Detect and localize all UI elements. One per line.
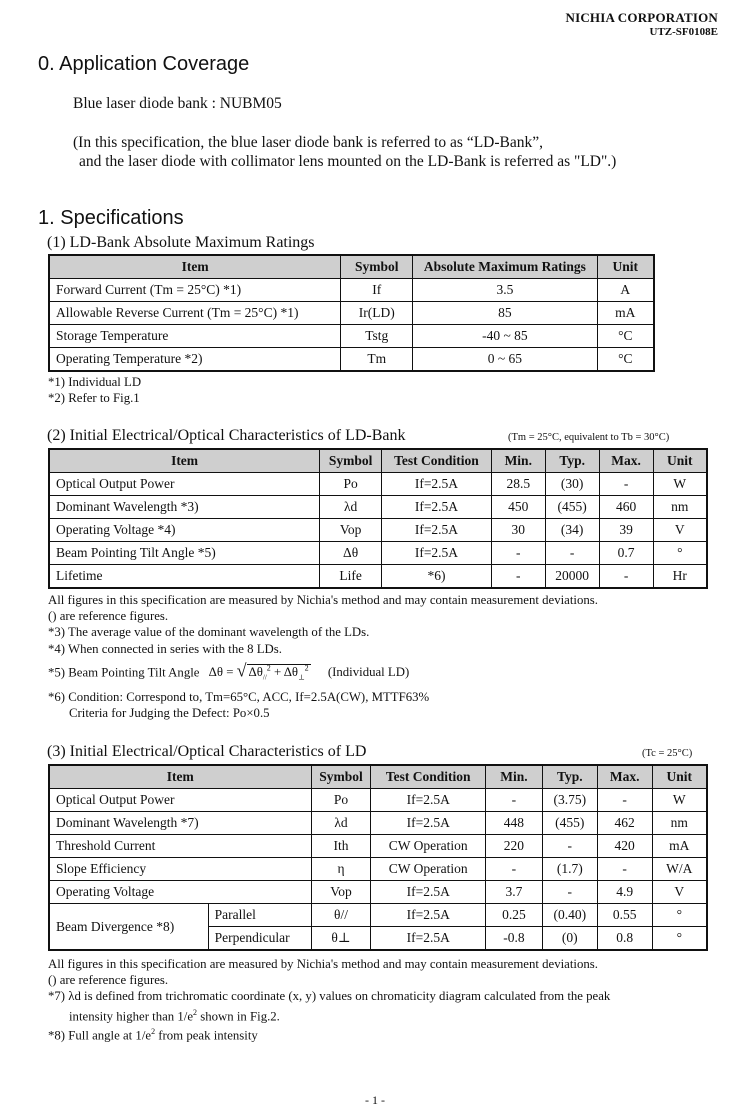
col-header: Item	[49, 449, 320, 473]
table-1-notes	[48, 374, 141, 406]
table-3-notes	[48, 956, 610, 1044]
table-row	[49, 904, 707, 927]
section-1-heading: 1. Specifications	[38, 207, 184, 229]
table-row	[49, 565, 707, 589]
table-row	[49, 835, 707, 858]
cell-max: 0.7	[599, 542, 653, 565]
col-header: Max.	[597, 765, 652, 789]
col-header: Item	[49, 255, 341, 279]
cell-condition: If=2.5A	[382, 473, 492, 496]
ld-bank-characteristics-table	[48, 448, 708, 589]
cell-symbol: If	[341, 279, 413, 302]
cell-typ: (34)	[545, 519, 599, 542]
table-row	[49, 496, 707, 519]
footnote: () are reference figures.	[48, 973, 169, 988]
table-3-condition: (Tc = 25°C)	[642, 748, 693, 759]
table-1-title: (1) LD-Bank Absolute Maximum Ratings	[47, 234, 315, 251]
cell-value: 85	[413, 302, 597, 325]
cell-min: 28.5	[491, 473, 545, 496]
footnote: *8) Full angle at $1/e^2$ from peak intensity	[48, 1027, 258, 1043]
footnote: () are reference figures.	[48, 609, 169, 624]
cell-item: Operating Temperature *2)	[49, 348, 341, 372]
footnote: All figures in this specification are measured by Nichia's method and may contain measurement deviations.	[48, 957, 598, 971]
formula-tail: (Individual LD)	[327, 665, 410, 680]
table-row	[49, 348, 654, 372]
cell-item: Optical Output Power	[49, 789, 311, 812]
cell-unit: °C	[597, 325, 654, 348]
col-header: Symbol	[341, 255, 413, 279]
cell-typ: (455)	[545, 496, 599, 519]
cell-typ: (0.40)	[542, 904, 597, 927]
cell-unit: °	[652, 927, 707, 951]
footnote: *1) Individual LD	[48, 375, 142, 389]
col-header: Symbol	[311, 765, 371, 789]
table-2-condition: (Tm = 25°C, equivalent to Tb = 30°C)	[508, 432, 670, 443]
cell-item: Operating Voltage *4)	[49, 519, 320, 542]
footnote: *2) Refer to Fig.1	[48, 391, 140, 406]
cell-unit: A	[597, 279, 654, 302]
footnote: intensity higher than $1/e^2$ shown in Fig.2.	[69, 1007, 280, 1023]
cell-min: 0.25	[486, 904, 543, 927]
cell-symbol: Po	[311, 789, 371, 812]
cell-symbol: Ith	[311, 835, 371, 858]
formula-lhs: Δθ =	[208, 665, 234, 680]
cell-symbol: θ⊥	[311, 927, 371, 951]
cell-typ: (30)	[545, 473, 599, 496]
cell-max: 0.8	[597, 927, 652, 951]
col-header: Absolute Maximum Ratings	[413, 255, 597, 279]
cell-min: -0.8	[486, 927, 543, 951]
cell-symbol: Po	[320, 473, 382, 496]
cell-typ: -	[545, 542, 599, 565]
product-line: Blue laser diode bank : NUBM05	[73, 95, 282, 112]
cell-unit: °C	[597, 348, 654, 372]
col-header: Item	[49, 765, 311, 789]
table-row	[49, 473, 707, 496]
page-number: - 1 -	[365, 1093, 385, 1107]
document-code: UTZ-SF0108E	[649, 26, 718, 38]
cell-subitem: Parallel	[208, 904, 311, 927]
cell-max: -	[597, 858, 652, 881]
col-header: Symbol	[320, 449, 382, 473]
col-header: Max.	[599, 449, 653, 473]
cell-symbol: Vop	[320, 519, 382, 542]
table-3-title: (3) Initial Electrical/Optical Characteristics of LD	[47, 743, 367, 760]
cell-max: 39	[599, 519, 653, 542]
cell-condition: If=2.5A	[382, 496, 492, 519]
col-header: Typ.	[542, 765, 597, 789]
cell-value: -40 ~ 85	[413, 325, 597, 348]
cell-item: Slope Efficiency	[49, 858, 311, 881]
footnote-label: *5) Beam Pointing Tilt Angle	[48, 665, 200, 680]
footnote: *4) When connected in series with the 8 LDs.	[48, 641, 282, 656]
table-row	[49, 279, 654, 302]
cell-symbol: λd	[320, 496, 382, 519]
cell-min: 30	[491, 519, 545, 542]
col-header: Typ.	[545, 449, 599, 473]
cell-condition: If=2.5A	[371, 789, 486, 812]
cell-unit: mA	[652, 835, 707, 858]
absolute-max-ratings-table	[48, 254, 655, 372]
cell-typ: 20000	[545, 565, 599, 589]
cell-unit: W	[653, 473, 707, 496]
cell-max: 420	[597, 835, 652, 858]
cell-typ: (455)	[542, 812, 597, 835]
cell-unit: Hr	[653, 565, 707, 589]
table-row	[49, 881, 707, 904]
cell-unit: mA	[597, 302, 654, 325]
cell-symbol: Life	[320, 565, 382, 589]
cell-min: -	[486, 789, 543, 812]
cell-typ: (0)	[542, 927, 597, 951]
footnote: Criteria for Judging the Defect: Po×0.5	[69, 706, 270, 721]
col-header: Min.	[491, 449, 545, 473]
cell-condition: If=2.5A	[371, 927, 486, 951]
cell-value: 0 ~ 65	[413, 348, 597, 372]
coverage-note-1: (In this specification, the blue laser diode bank is referred to as “LD-Bank”,	[73, 134, 543, 151]
cell-max: -	[599, 473, 653, 496]
cell-unit: °	[652, 904, 707, 927]
cell-subitem: Perpendicular	[208, 927, 311, 951]
cell-value: 3.5	[413, 279, 597, 302]
table-2-title: (2) Initial Electrical/Optical Characteristics of LD-Bank	[47, 427, 406, 444]
cell-max: -	[599, 565, 653, 589]
cell-symbol: Ir(LD)	[341, 302, 413, 325]
cell-min: 3.7	[486, 881, 543, 904]
section-0-heading: 0. Application Coverage	[38, 53, 250, 75]
cell-max: -	[597, 789, 652, 812]
col-header: Unit	[597, 255, 654, 279]
table-row	[49, 858, 707, 881]
cell-typ: -	[542, 881, 597, 904]
col-header: Min.	[486, 765, 543, 789]
cell-symbol: Tstg	[341, 325, 413, 348]
table-row	[49, 542, 707, 565]
cell-condition: CW Operation	[371, 858, 486, 881]
cell-item: Lifetime	[49, 565, 320, 589]
cell-symbol: η	[311, 858, 371, 881]
col-header: Unit	[652, 765, 707, 789]
cell-min: 448	[486, 812, 543, 835]
cell-symbol: Δθ	[320, 542, 382, 565]
cell-symbol: Tm	[341, 348, 413, 372]
cell-min: 220	[486, 835, 543, 858]
tilt-angle-formula	[48, 657, 598, 689]
cell-condition: If=2.5A	[382, 542, 492, 565]
cell-condition: *6)	[382, 565, 492, 589]
cell-item: Dominant Wavelength *7)	[49, 812, 311, 835]
footnote: *7) λd is defined from trichromatic coordinate (x, y) values on chromaticity diagram calculated from the peak	[48, 989, 611, 1004]
cell-min: -	[486, 858, 543, 881]
cell-unit: W	[652, 789, 707, 812]
table-header-row	[49, 255, 654, 279]
cell-item: Dominant Wavelength *3)	[49, 496, 320, 519]
cell-max: 462	[597, 812, 652, 835]
cell-unit: V	[653, 519, 707, 542]
cell-item: Storage Temperature	[49, 325, 341, 348]
sqrt-icon: √	[236, 660, 247, 681]
cell-unit: °	[653, 542, 707, 565]
cell-min: -	[491, 565, 545, 589]
cell-typ: (1.7)	[542, 858, 597, 881]
cell-min: -	[491, 542, 545, 565]
cell-item: Beam Divergence *8)	[49, 904, 208, 951]
cell-unit: nm	[652, 812, 707, 835]
coverage-note-2: and the laser diode with collimator lens mounted on the LD-Bank is referred as "LD".)	[79, 153, 617, 170]
cell-typ: (3.75)	[542, 789, 597, 812]
table-row	[49, 302, 654, 325]
document-header	[565, 10, 718, 38]
footnote: All figures in this specification are measured by Nichia's method and may contain measurement deviations.	[48, 593, 598, 607]
formula-radicand: $\Delta\theta_{//}^2 + \Delta\theta_\perp^2$	[248, 663, 309, 682]
col-header: Test Condition	[382, 449, 492, 473]
cell-condition: If=2.5A	[382, 519, 492, 542]
ld-characteristics-table	[48, 764, 708, 951]
table-row	[49, 812, 707, 835]
cell-unit: W/A	[652, 858, 707, 881]
cell-condition: CW Operation	[371, 835, 486, 858]
cell-max: 0.55	[597, 904, 652, 927]
cell-condition: If=2.5A	[371, 881, 486, 904]
cell-item: Optical Output Power	[49, 473, 320, 496]
table-header-row	[49, 449, 707, 473]
cell-item: Operating Voltage	[49, 881, 311, 904]
footnote: *3) The average value of the dominant wavelength of the LDs.	[48, 625, 370, 640]
cell-condition: If=2.5A	[371, 812, 486, 835]
cell-unit: V	[652, 881, 707, 904]
cell-max: 4.9	[597, 881, 652, 904]
table-row	[49, 519, 707, 542]
cell-symbol: λd	[311, 812, 371, 835]
table-2-notes	[48, 592, 598, 721]
table-row	[49, 789, 707, 812]
cell-symbol: Vop	[311, 881, 371, 904]
footnote: *6) Condition: Correspond to, Tm=65°C, ACC, If=2.5A(CW), MTTF63%	[48, 689, 430, 704]
cell-min: 450	[491, 496, 545, 519]
col-header: Test Condition	[371, 765, 486, 789]
cell-item: Allowable Reverse Current (Tm = 25°C) *1)	[49, 302, 341, 325]
cell-condition: If=2.5A	[371, 904, 486, 927]
cell-unit: nm	[653, 496, 707, 519]
cell-max: 460	[599, 496, 653, 519]
table-header-row	[49, 765, 707, 789]
cell-item: Forward Current (Tm = 25°C) *1)	[49, 279, 341, 302]
company-name: NICHIA CORPORATION	[565, 10, 718, 25]
cell-typ: -	[542, 835, 597, 858]
cell-item: Threshold Current	[49, 835, 311, 858]
table-row	[49, 325, 654, 348]
cell-item: Beam Pointing Tilt Angle *5)	[49, 542, 320, 565]
cell-symbol: θ//	[311, 904, 371, 927]
col-header: Unit	[653, 449, 707, 473]
